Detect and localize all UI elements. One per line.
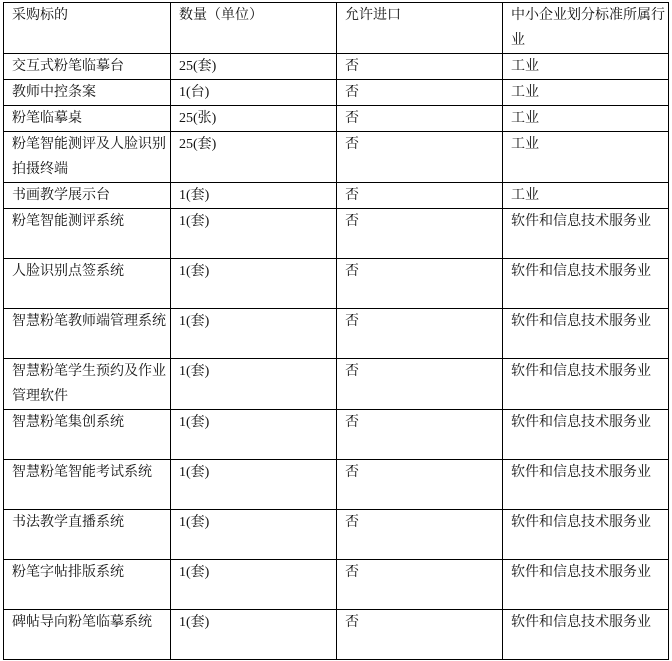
procurement-table (3, 2, 669, 660)
cell-item: 书法教学直播系统 (4, 510, 171, 560)
cell-industry: 工业 (503, 106, 669, 132)
table-row (4, 209, 669, 259)
table-row (4, 460, 669, 510)
cell-item: 智慧粉笔学生预约及作业管理软件 (4, 359, 171, 410)
cell-import: 否 (337, 460, 503, 510)
table-row (4, 106, 669, 132)
cell-quantity: 1(套) (171, 410, 337, 460)
cell-industry: 工业 (503, 183, 669, 209)
cell-import: 否 (337, 106, 503, 132)
table-row (4, 410, 669, 460)
table-row (4, 183, 669, 209)
cell-quantity: 25(张) (171, 106, 337, 132)
cell-item: 智慧粉笔教师端管理系统 (4, 309, 171, 359)
table-row (4, 259, 669, 309)
cell-item: 粉笔字帖排版系统 (4, 560, 171, 610)
cell-import: 否 (337, 410, 503, 460)
cell-industry: 软件和信息技术服务业 (503, 460, 669, 510)
cell-industry: 软件和信息技术服务业 (503, 410, 669, 460)
table-row (4, 510, 669, 560)
cell-industry: 软件和信息技术服务业 (503, 560, 669, 610)
cell-item: 教师中控条案 (4, 80, 171, 106)
cell-quantity: 1(套) (171, 359, 337, 410)
header-item: 采购标的 (4, 3, 171, 54)
cell-quantity: 1(套) (171, 560, 337, 610)
cell-industry: 软件和信息技术服务业 (503, 510, 669, 560)
cell-quantity: 1(套) (171, 610, 337, 660)
header-quantity: 数量（单位） (171, 3, 337, 54)
cell-import: 否 (337, 510, 503, 560)
cell-import: 否 (337, 359, 503, 410)
cell-quantity: 1(套) (171, 259, 337, 309)
cell-import: 否 (337, 209, 503, 259)
table-row (4, 610, 669, 660)
cell-industry: 工业 (503, 132, 669, 183)
cell-import: 否 (337, 54, 503, 80)
cell-import: 否 (337, 259, 503, 309)
table-row (4, 359, 669, 410)
header-industry: 中小企业划分标准所属行业 (503, 3, 669, 54)
table-header-row (4, 3, 669, 54)
cell-industry: 软件和信息技术服务业 (503, 259, 669, 309)
cell-quantity: 25(套) (171, 54, 337, 80)
cell-industry: 软件和信息技术服务业 (503, 209, 669, 259)
table-row (4, 309, 669, 359)
cell-item: 人脸识别点签系统 (4, 259, 171, 309)
cell-industry: 软件和信息技术服务业 (503, 359, 669, 410)
cell-import: 否 (337, 132, 503, 183)
cell-industry: 工业 (503, 54, 669, 80)
cell-import: 否 (337, 183, 503, 209)
cell-item: 智慧粉笔集创系统 (4, 410, 171, 460)
cell-quantity: 1(套) (171, 460, 337, 510)
cell-item: 粉笔临摹桌 (4, 106, 171, 132)
cell-item: 粉笔智能测评系统 (4, 209, 171, 259)
cell-quantity: 1(套) (171, 309, 337, 359)
cell-item: 智慧粉笔智能考试系统 (4, 460, 171, 510)
cell-industry: 工业 (503, 80, 669, 106)
cell-industry: 软件和信息技术服务业 (503, 610, 669, 660)
cell-quantity: 25(套) (171, 132, 337, 183)
cell-item: 书画教学展示台 (4, 183, 171, 209)
cell-item: 碑帖导向粉笔临摹系统 (4, 610, 171, 660)
cell-quantity: 1(套) (171, 209, 337, 259)
cell-industry: 软件和信息技术服务业 (503, 309, 669, 359)
table-row (4, 132, 669, 183)
cell-import: 否 (337, 309, 503, 359)
table-row (4, 80, 669, 106)
cell-import: 否 (337, 80, 503, 106)
header-import-allowed: 允许进口 (337, 3, 503, 54)
cell-quantity: 1(套) (171, 183, 337, 209)
cell-import: 否 (337, 560, 503, 610)
cell-item: 交互式粉笔临摹台 (4, 54, 171, 80)
cell-quantity: 1(套) (171, 510, 337, 560)
cell-import: 否 (337, 610, 503, 660)
cell-quantity: 1(台) (171, 80, 337, 106)
cell-item: 粉笔智能测评及人脸识别拍摄终端 (4, 132, 171, 183)
table-row (4, 54, 669, 80)
table-row (4, 560, 669, 610)
